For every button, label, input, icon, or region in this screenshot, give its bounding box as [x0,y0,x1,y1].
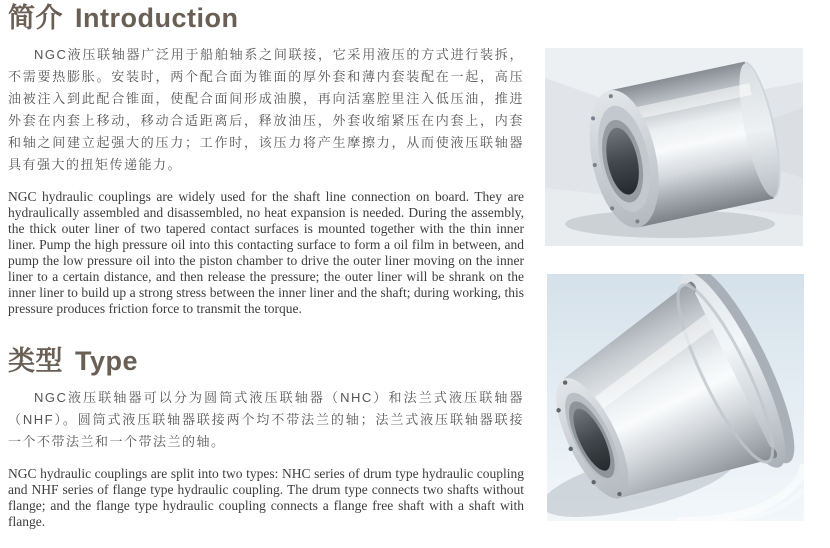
text-column [8,0,524,530]
introduction-heading-zh: 简介 [8,3,63,33]
introduction-heading-en: Introduction [75,3,239,33]
type-paragraph-english: NGC hydraulic couplings are split into two types: NHC series of drum type hydraulic coupling and NHF series of flange type hydraulic coupling. The drum type connects two shafts without flange; and the flange type hydraulic coupling connects a flange free shaft with a shaft with flange. [8,466,524,529]
drum-coupling-illustration [545,48,803,246]
type-heading-zh: 类型 [8,346,63,376]
flange-coupling-photo [547,274,804,521]
drum-coupling-photo [545,48,803,246]
flange-coupling-illustration [547,274,804,521]
type-heading-en: Type [75,346,139,376]
type-paragraph-chinese: NGC液压联轴器可以分为圆筒式液压联轴器（NHC）和法兰式液压联轴器（NHF）。圆筒式液压联轴器联接两个均不带法兰的轴；法兰式液压联轴器联接一个不带法兰和一个带法兰的轴。 [8,390,524,449]
section-heading-introduction [8,0,524,34]
section-heading-type [8,343,524,377]
introduction-paragraph-english: NGC hydraulic couplings are widely used for the shaft line connection on board. They are hydraulically assembled and disassembled, no heat expansion is needed. During the assembly, the thick outer liner of two tapered contact surfaces is mounted together with the thin inner liner. Pump the high pressure oil into this contacting surface to form a oil film in between, and pump the low pressure oil into the piston chamber to drive the outer liner moving on the inner liner to a certain distance, and then release the pressure; the outer liner will be shrank on the inner liner to build up a strong stress between the inner liner and the shaft; during working, this pressure produces friction force to transmit the torque. [8,189,524,316]
introduction-paragraph-chinese: NGC液压联轴器广泛用于船舶轴系之间联接，它采用液压的方式进行装拆，不需要热膨胀。安装时，两个配合面为锥面的厚外套和薄内套装配在一起，高压油被注入到此配合锥面，使配合面间形成油膜，再向活塞腔里注入低压油，推进外套在内套上移动，移动合适距离后，释放油压，外套收缩紧压在内套上，内套和轴之间建立起强大的压力；工作时，该压力将产生摩擦力，从而使液压联轴器具有强大的扭矩传递能力。 [8,47,524,172]
